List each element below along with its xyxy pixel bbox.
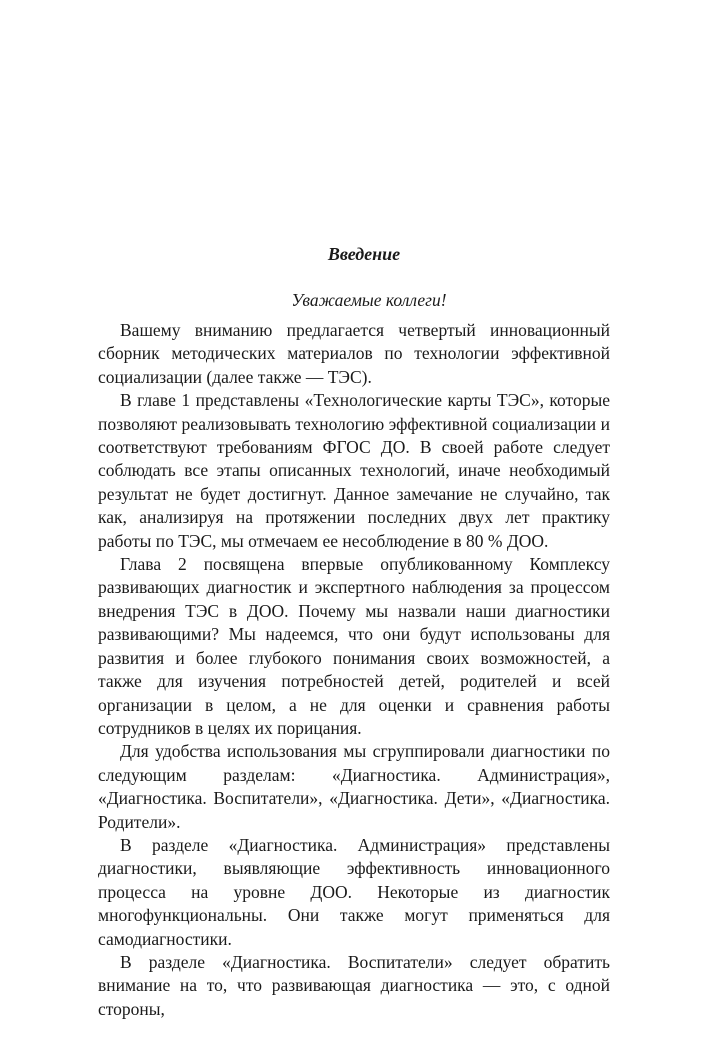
paragraph-3: Глава 2 посвящена впервые опубликованному Комплексу развивающих диагностик и экспертного наблюдения за процессом внедрения ТЭС в ДОО. Почему мы назвали наши диагностики развивающими? Мы надеемся, что они будут использованы для развития и более глубокого понимания своих возможностей, а также для изучения потребностей детей, родителей и всей организации в целом, а не для оценки и сравнения работы сотрудников в целях их порицания.: [98, 554, 610, 738]
paragraph-1: Вашему вниманию предлагается четвертый инновационный сборник методических материалов по технологии эффективной социализации (далее также — ТЭС).: [98, 320, 610, 387]
paragraph-5: В разделе «Диагностика. Администрация» представлены диагностики, выявляющие эффективность инновационного процесса на уровне ДОО. Некоторые из диагностик многофункциональны. Они также могут применяться для самодиагностики.: [98, 834, 610, 949]
greeting-line: Уважаемые коллеги!: [291, 290, 447, 310]
paragraph-4: Для удобства использования мы сгруппировали диагностики по следующим разделам: «Диагностика. Администрация», «Диагностика. Воспитатели», «Диагностика. Дети», «Диагностика. Родители».: [98, 741, 610, 832]
chapter-heading: Введение: [327, 244, 401, 264]
page-content: [98, 243, 610, 1021]
paragraph-6: В разделе «Диагностика. Воспитатели» следует обратить внимание на то, что развивающая диагностика — это, с одной стороны,: [98, 951, 610, 1019]
paragraph-2: В главе 1 представлены «Технологические карты ТЭС», которые позволяют реализовывать технологию эффективной социализации и соответствуют требованиям ФГОС ДО. В своей работе следует соблюдать все этапы описанных технологий, иначе необходимый результат не будет достигнут. Данное замечание не случайно, так как, анализируя на протяжении последних двух лет практику работы по ТЭС, мы отмечаем ее несоблюдение в 80 % ДОО.: [98, 390, 610, 551]
